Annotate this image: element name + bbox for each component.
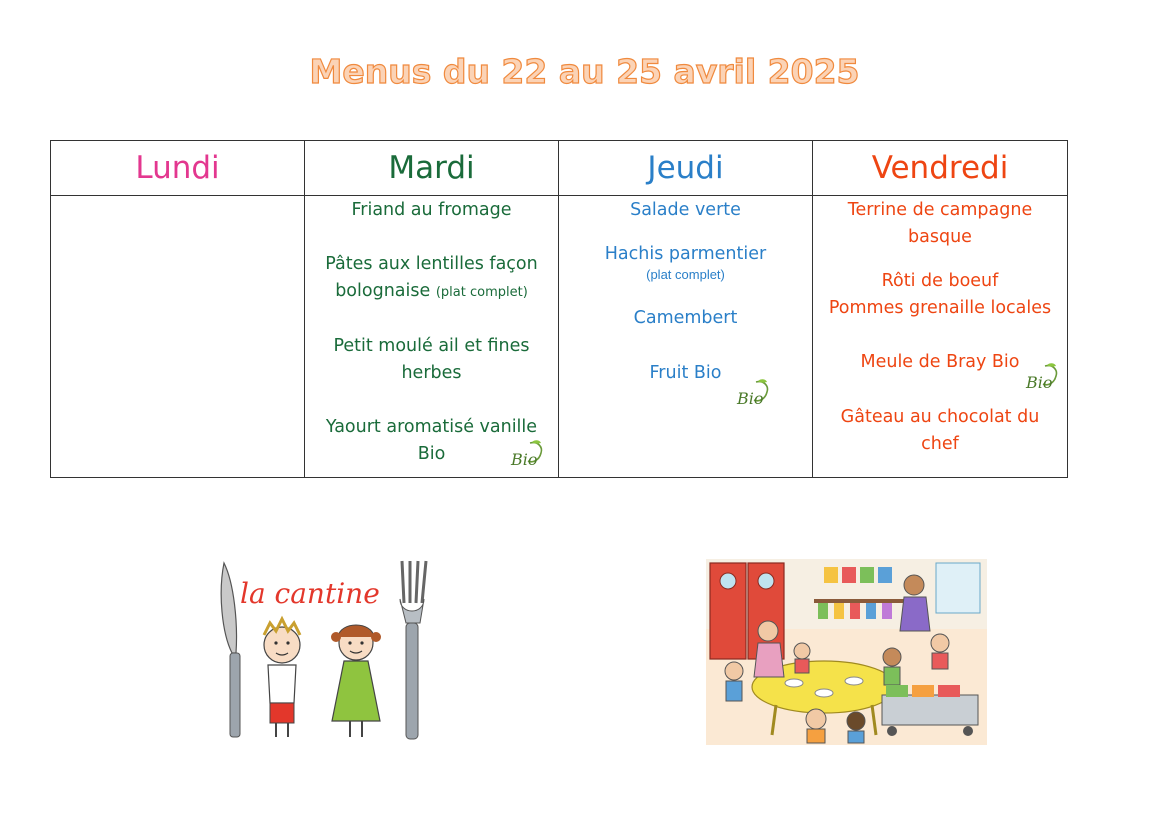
dish-cheese-line1: Petit moulé ail et fines xyxy=(333,336,530,356)
bio-leaf-icon xyxy=(734,378,770,412)
bio-label: Bio xyxy=(1026,373,1053,392)
dish-main: Hachis parmentier xyxy=(604,244,767,264)
menu-cell-jeudi xyxy=(559,196,813,478)
menu-cell-lundi xyxy=(51,196,305,478)
dish-main-line1: Pâtes aux lentilles façon xyxy=(325,254,538,274)
day-header-jeudi: Jeudi xyxy=(559,141,813,196)
dish-main-line2 xyxy=(305,278,558,306)
day-header-lundi: Lundi xyxy=(51,141,305,196)
page-title: Menus du 22 au 25 avril 2025 xyxy=(309,52,860,91)
dish-dessert-line2: Bio xyxy=(417,444,446,464)
dish-main-line2: Pommes grenaille locales xyxy=(828,298,1052,318)
dish-cheese: Meule de Bray Bio xyxy=(860,352,1020,372)
dish-dessert-line1: Yaourt aromatisé vanille xyxy=(325,417,538,437)
cantine-logo-text: la cantine xyxy=(240,577,380,610)
day-header-row xyxy=(51,141,1068,196)
bio-label: Bio xyxy=(511,450,538,469)
dish-cheese-line2: herbes xyxy=(401,363,462,383)
day-header-mardi: Mardi xyxy=(305,141,559,196)
menu-row xyxy=(51,196,1068,478)
dish-main-note: (plat complet) xyxy=(435,285,528,300)
dish-starter: Salade verte xyxy=(630,200,741,220)
dish-main-line1: Rôti de boeuf xyxy=(881,271,999,291)
dish-starter-line2: basque xyxy=(908,227,972,247)
bio-label: Bio xyxy=(737,389,764,408)
cantine-logo-illustration xyxy=(214,553,444,745)
dish-main-note: (plat complet) xyxy=(646,267,725,282)
menu-cell-vendredi xyxy=(813,196,1068,478)
day-header-vendredi: Vendredi xyxy=(813,141,1068,196)
bio-leaf-icon xyxy=(1023,362,1059,396)
dish-dessert: Fruit Bio xyxy=(649,363,722,383)
dish-cheese: Camembert xyxy=(633,308,738,328)
dish-dessert-line2: chef xyxy=(921,434,959,454)
menu-cell-mardi xyxy=(305,196,559,478)
canteen-scene-illustration xyxy=(706,559,987,745)
dish-dessert-line1: Gâteau au chocolat du xyxy=(840,407,1040,427)
bio-leaf-icon xyxy=(508,439,544,473)
menu-table xyxy=(50,140,1068,478)
dish-starter: Friand au fromage xyxy=(351,200,512,220)
dish-main-name: bolognaise xyxy=(335,281,431,301)
dish-starter-line1: Terrine de campagne xyxy=(847,200,1033,220)
